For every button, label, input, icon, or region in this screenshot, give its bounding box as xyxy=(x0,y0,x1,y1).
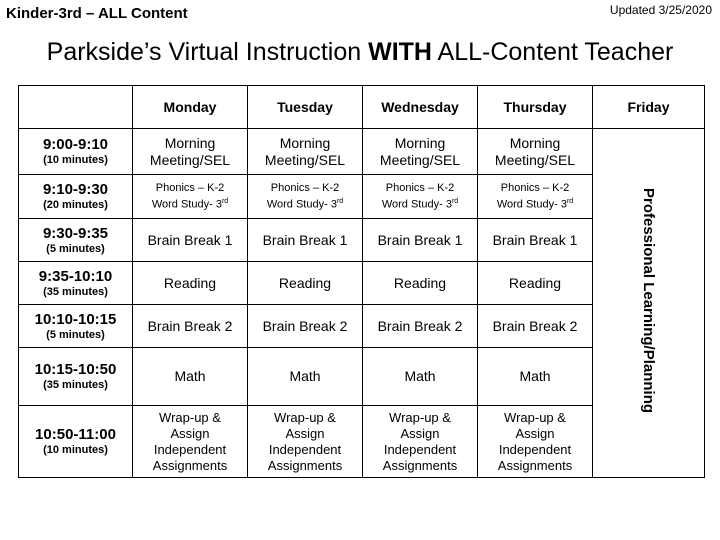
activity-line: Morning xyxy=(164,134,216,151)
activity-line: Word Study- 3 xyxy=(151,198,222,211)
ordinal-suffix: rd xyxy=(336,198,344,206)
time-range: 9:10-9:30 xyxy=(42,181,109,198)
activity-line: Morning xyxy=(279,134,331,151)
activity-cell: Brain Break 1 xyxy=(478,219,593,262)
activity-line: Independent xyxy=(498,441,572,457)
activity-cell xyxy=(248,406,363,478)
page-title xyxy=(0,38,720,67)
time-cell xyxy=(19,129,133,175)
time-range: 10:10-10:15 xyxy=(34,310,117,328)
activity-cell xyxy=(478,406,593,478)
activity-cell xyxy=(133,406,248,478)
time-cell xyxy=(19,219,133,262)
header-wednesday: Wednesday xyxy=(363,86,478,129)
activity-line: Morning xyxy=(509,134,561,151)
friday-note-cell xyxy=(593,129,705,478)
header-empty-cell xyxy=(19,86,133,129)
time-duration: (35 minutes) xyxy=(43,285,108,298)
ordinal-suffix: rd xyxy=(221,198,229,206)
activity-cell xyxy=(363,406,478,478)
activity-line: Wrap-up & xyxy=(274,409,336,425)
activity-cell: Brain Break 1 xyxy=(248,219,363,262)
activity-line: Assign xyxy=(170,425,210,441)
time-range: 9:30-9:35 xyxy=(42,224,109,242)
activity-cell xyxy=(478,175,593,219)
activity-cell: Brain Break 2 xyxy=(363,305,478,348)
header-row xyxy=(19,86,705,129)
time-duration: (20 minutes) xyxy=(43,199,108,211)
activity-line: Independent xyxy=(268,441,342,457)
time-duration: (35 minutes) xyxy=(43,379,108,391)
friday-note: Professional Learning/Planning xyxy=(640,187,657,414)
time-cell xyxy=(19,175,133,219)
time-cell xyxy=(19,348,133,406)
activity-line: Assign xyxy=(400,425,440,441)
updated-date: Updated 3/25/2020 xyxy=(609,3,712,17)
activity-cell xyxy=(363,175,478,219)
activity-cell: Reading xyxy=(478,262,593,305)
activity-line: Meeting/SEL xyxy=(494,151,576,168)
header-monday: Monday xyxy=(133,86,248,129)
activity-cell xyxy=(248,175,363,219)
time-range: 9:00-9:10 xyxy=(42,136,109,153)
activity-line: Phonics – K-2 xyxy=(385,182,455,195)
activity-line: Assignments xyxy=(382,457,458,473)
ordinal-suffix: rd xyxy=(451,198,459,206)
title-part-1: Parkside’s Virtual Instruction xyxy=(46,38,369,66)
time-cell xyxy=(19,262,133,305)
activity-line: Meeting/SEL xyxy=(149,151,231,168)
time-duration: (10 minutes) xyxy=(43,154,108,166)
time-duration: (10 minutes) xyxy=(43,444,108,456)
activity-line: Assign xyxy=(285,425,325,441)
grade-range-title: Kinder-3rd – ALL Content xyxy=(6,5,188,22)
activity-line: Assign xyxy=(515,425,555,441)
activity-cell xyxy=(363,129,478,175)
activity-line: Independent xyxy=(153,441,227,457)
activity-cell: Math xyxy=(133,348,248,406)
activity-line: Phonics – K-2 xyxy=(500,182,570,195)
activity-cell: Math xyxy=(248,348,363,406)
activity-line: Word Study- 3 xyxy=(266,198,337,211)
header-tuesday: Tuesday xyxy=(248,86,363,129)
table-row xyxy=(19,129,705,175)
header-friday: Friday xyxy=(593,86,705,129)
time-range: 10:15-10:50 xyxy=(34,361,117,378)
activity-line: Morning xyxy=(394,134,446,151)
activity-cell: Brain Break 2 xyxy=(248,305,363,348)
activity-cell: Brain Break 1 xyxy=(133,219,248,262)
activity-cell: Brain Break 1 xyxy=(363,219,478,262)
header-thursday: Thursday xyxy=(478,86,593,129)
activity-line: Phonics – K-2 xyxy=(270,182,340,195)
title-part-2: ALL-Content Teacher xyxy=(431,38,674,66)
activity-cell: Reading xyxy=(248,262,363,305)
activity-line: Meeting/SEL xyxy=(264,151,346,168)
activity-line: Wrap-up & xyxy=(504,409,566,425)
activity-line: Phonics – K-2 xyxy=(155,182,225,195)
activity-line: Independent xyxy=(383,441,457,457)
ordinal-suffix: rd xyxy=(566,198,574,206)
activity-line: Meeting/SEL xyxy=(379,151,461,168)
time-range: 10:50-11:00 xyxy=(35,426,116,443)
time-cell xyxy=(19,406,133,478)
activity-line: Wrap-up & xyxy=(389,409,451,425)
activity-cell xyxy=(478,129,593,175)
activity-line: Assignments xyxy=(152,457,228,473)
time-duration: (5 minutes) xyxy=(46,242,105,255)
activity-cell: Brain Break 2 xyxy=(133,305,248,348)
activity-cell: Reading xyxy=(363,262,478,305)
activity-cell: Math xyxy=(363,348,478,406)
title-bold-word: WITH xyxy=(368,38,432,66)
activity-line: Word Study- 3 xyxy=(381,198,452,211)
schedule-table xyxy=(18,85,705,478)
activity-cell: Reading xyxy=(133,262,248,305)
activity-cell: Math xyxy=(478,348,593,406)
activity-line: Wrap-up & xyxy=(159,409,221,425)
activity-line: Assignments xyxy=(267,457,343,473)
activity-line: Word Study- 3 xyxy=(496,198,567,211)
activity-cell xyxy=(133,175,248,219)
activity-line: Assignments xyxy=(497,457,573,473)
time-duration: (5 minutes) xyxy=(46,328,105,341)
time-range: 9:35-10:10 xyxy=(38,267,113,285)
activity-cell xyxy=(133,129,248,175)
activity-cell xyxy=(248,129,363,175)
activity-cell: Brain Break 2 xyxy=(478,305,593,348)
time-cell xyxy=(19,305,133,348)
